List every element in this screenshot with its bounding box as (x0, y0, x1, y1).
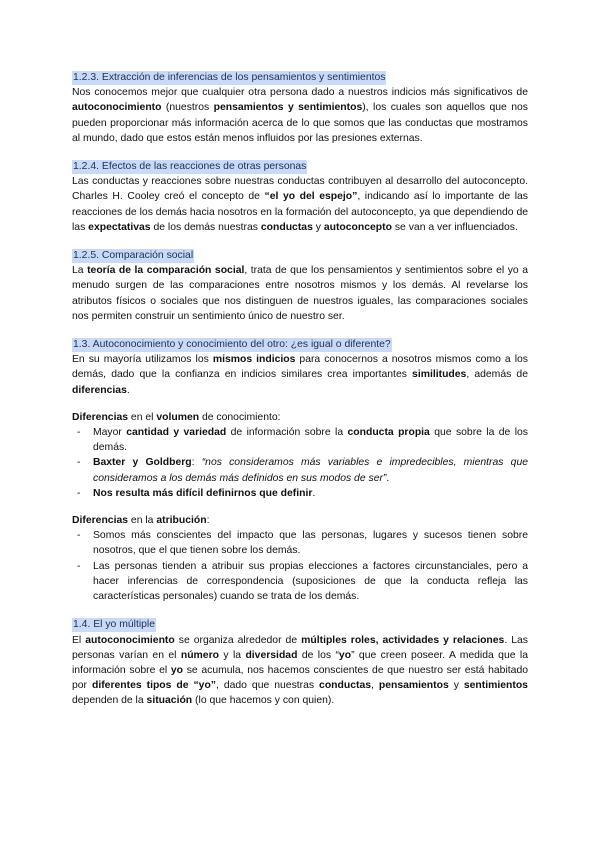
list-item: - Mayor cantidad y variedad de información sobre la conducta propia que sobre la de los demás. (73, 425, 528, 455)
section-heading: 1.2.3. Extracción de inferencias de los pensamientos y sentimientos (73, 72, 386, 83)
section-1-2-4 (72, 159, 528, 235)
volume-differences (72, 410, 528, 501)
volume-list (73, 425, 528, 501)
list-item: - Baxter y Goldberg: “nos consideramos más variables e impredecibles, mientras que consideramos a los demás más definidos en sus modos de ser”. (73, 455, 528, 485)
paragraph: Las conductas y reacciones sobre nuestras conductas contribuyen al desarrollo del autoconcepto. Charles H. Cooley creó el concepto de “el yo del espejo”, indicando así lo importante de las reacciones de los demás hacia nosotros en la formación del autoconcepto, ya que dependiendo de las expectativas de los demás nuestras conductas y autoconcepto se van a ver influenciados. (72, 176, 528, 233)
section-heading: 1.2.5. Comparación social (73, 250, 194, 262)
section-heading: 1.3. Autoconocimiento y conocimiento del otro: ¿es igual o diferente? (73, 339, 391, 351)
section-1-4 (72, 617, 528, 708)
list-item: - Somos más conscientes del impacto que las personas, lugares y sucesos tienen sobre nosotros, que el que tienen sobre los demás. (73, 528, 528, 558)
section-heading: 1.4. El yo múltiple (73, 619, 156, 631)
section-heading: 1.2.4. Efectos de las reacciones de otras personas (73, 161, 307, 173)
paragraph: La teoría de la comparación social, trata de que los pensamientos y sentimientos sobre el yo a menudo surgen de las comparaciones entre nosotros mismos y los demás. Al revelarse los atributos físicos o sociales que nos distinguen de nuestros iguales, las comparaciones sociales nos permiten construir un sentimiento único de nuestro ser. (72, 265, 528, 322)
list-item: - Las personas tienden a atribuir sus propias elecciones a factores circunstanciales, pero a hacer inferencias de correspondencia (suposiciones de que la conducta refleja las características personales) cuando se trata de los demás. (73, 559, 528, 605)
attribution-list (73, 528, 528, 604)
paragraph: Nos conocemos mejor que cualquier otra persona dado a nuestros indicios más significativos de autoconocimiento (nuestros pensamientos y sentimientos), los cuales son aquellos que nos pueden proporcionar más información acerca de lo que somos que las conductas que mostramos al mundo, dado que estos están menos influidos por las presiones externas. (72, 87, 528, 144)
paragraph: El autoconocimiento se organiza alrededor de múltiples roles, actividades y relaciones. Las personas varían en el número y la diversidad de los “yo” que creen poseer. A medida que la información sobre el yo se acumula, nos hacemos conscientes de que nuestro ser está habitado por diferentes tipos de “yo”, dado que nuestras conductas, pensamientos y sentimientos dependen de la situación (lo que hacemos y con quien). (72, 634, 529, 707)
section-1-3 (72, 337, 528, 604)
section-1-2-5 (72, 248, 528, 324)
document-page (72, 70, 528, 722)
subheading: Diferencias en el volumen de conocimiento: (72, 411, 281, 423)
section-1-2-3 (72, 70, 528, 146)
attribution-differences (72, 513, 528, 604)
paragraph: En su mayoría utilizamos los mismos indicios para conocernos a nosotros mismos como a los demás, dado que la confianza en indicios similares crea importantes similitudes, además de diferencias. (72, 354, 528, 396)
subheading: Diferencias en la atribución: (72, 515, 210, 527)
list-item: - Nos resulta más difícil definirnos que definir. (73, 486, 528, 501)
